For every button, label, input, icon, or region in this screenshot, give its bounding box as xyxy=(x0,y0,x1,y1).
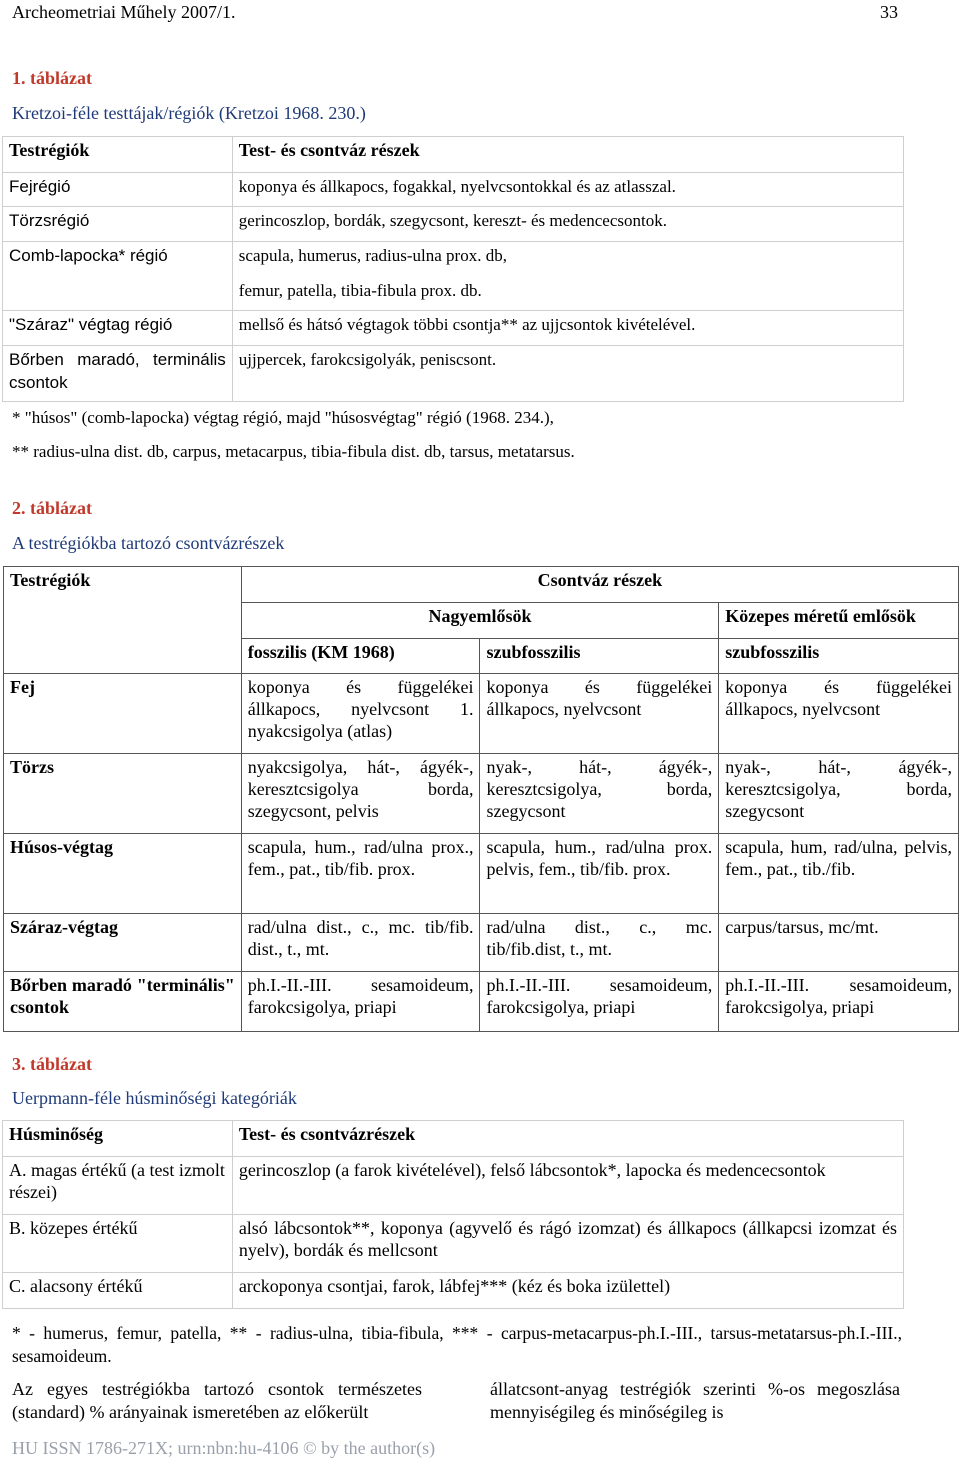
table-cell: scapula, humerus, radius-ulna prox. db, xyxy=(232,242,903,277)
table3-note: * - humerus, femur, patella, ** - radius-ulna, tibia-fibula, *** - carpus-metacarpus-ph.I.-III., tarsus-metatarsus-ph.I.-III., sesamoideum. xyxy=(12,1323,902,1366)
table-cell: gerincoszlop, bordák, szegycsont, kereszt- és medencecsontok. xyxy=(232,207,903,242)
table2-region: Húsos-végtag xyxy=(4,834,242,914)
body-text-right: állatcsont-anyag testrégiók szerinti %-os megoszlása mennyiségileg és minőségileg is xyxy=(490,1379,900,1422)
table1-subtitle: Kretzoi-féle testtájak/régiók (Kretzoi 1968. 230.) xyxy=(12,103,366,123)
table2-region: Fej xyxy=(4,674,242,754)
table-cell: alsó lábcsontok**, koponya (agyvelő és rágó izomzat) és állkapocs (állkapcsi izomzat és nyelv), bordák és mellcsont xyxy=(232,1215,903,1273)
table-cell: A. magas értékű (a test izmolt részei) xyxy=(3,1157,233,1215)
table2-title: 2. táblázat xyxy=(12,498,92,518)
table-cell: rad/ulna dist., c., mc. tib/fib.dist, t., mt. xyxy=(480,914,719,972)
table-cell: ph.I.-II.-III. sesamoideum, farokcsigolya, priapi xyxy=(719,972,959,1032)
table-cell: nyak-, hát-, ágyék-, keresztcsigolya, borda, szegycsont xyxy=(480,754,719,834)
table-cell: ph.I.-II.-III. sesamoideum, farokcsigolya, priapi xyxy=(480,972,719,1032)
issn-footer: HU ISSN 1786-271X; urn:nbn:hu-4106 © by the author(s) xyxy=(12,1438,436,1458)
table2-header-regions: Testrégiók xyxy=(4,567,242,674)
table-cell: nyak-, hát-, ágyék-, keresztcsigolya, borda, szegycsont xyxy=(719,754,959,834)
table2-region: Száraz-végtag xyxy=(4,914,242,972)
table-cell: koponya és függelékei állkapocs, nyelvcsont 1. nyakcsigolya (atlas) xyxy=(241,674,480,754)
table-cell: ph.I.-II.-III. sesamoideum, farokcsigolya, priapi xyxy=(241,972,480,1032)
table1-title: 1. táblázat xyxy=(12,68,92,88)
table-cell: koponya és függelékei állkapocs, nyelvcsont xyxy=(480,674,719,754)
table2-header-subfossil-2: szubfosszilis xyxy=(719,639,959,674)
table-cell: B. közepes értékű xyxy=(3,1215,233,1273)
table-cell: koponya és állkapocs, fogakkal, nyelvcsontokkal és az atlasszal. xyxy=(232,173,903,207)
table2-header-medium: Közepes méretű emlősök xyxy=(719,603,959,639)
table-cell: ujjpercek, farokcsigolyák, peniscsont. xyxy=(232,346,903,402)
table-cell: Comb-lapocka* régió xyxy=(3,242,233,277)
table1-note-1: * "húsos" (comb-lapocka) végtag régió, majd "húsosvégtag" régió (1968. 234.), xyxy=(12,408,554,427)
table3-header-quality: Húsminőség xyxy=(3,1121,233,1157)
table-cell: koponya és függelékei állkapocs, nyelvcsont xyxy=(719,674,959,754)
table-cell xyxy=(3,277,233,311)
body-text-left: Az egyes testrégiókba tartozó csontok természetes (standard) % arányainak ismeretében az előkerült xyxy=(12,1379,422,1422)
table-cell: Bőrben maradó, terminális csontok xyxy=(3,346,233,402)
table3-header-parts: Test- és csontvázrészek xyxy=(232,1121,903,1157)
table-cell: "Száraz" végtag régió xyxy=(3,311,233,346)
table-cell: scapula, hum., rad/ulna prox. pelvis, fem., tib/fib. prox. xyxy=(480,834,719,914)
table-cell: mellső és hátsó végtagok többi csontja** az ujjcsontok kivételével. xyxy=(232,311,903,346)
table-cell: arckoponya csontjai, farok, lábfej*** (kéz és boka izülettel) xyxy=(232,1273,903,1309)
table2-header-fossil: fosszilis (KM 1968) xyxy=(241,639,480,674)
table1-header-parts: Test- és csontváz részek xyxy=(232,137,903,173)
table2-header-parts: Csontváz részek xyxy=(241,567,958,603)
table2-header-large: Nagyemlősök xyxy=(241,603,719,639)
table2 xyxy=(3,566,959,1032)
journal-header: Archeometriai Műhely 2007/1. xyxy=(12,2,236,22)
table1 xyxy=(2,136,904,402)
table-cell: rad/ulna dist., c., mc. tib/fib. dist., t., mt. xyxy=(241,914,480,972)
table2-header-subfossil-1: szubfosszilis xyxy=(480,639,719,674)
table-cell: scapula, hum, rad/ulna, pelvis, fem., pat., tib./fib. xyxy=(719,834,959,914)
table1-header-regions: Testrégiók xyxy=(3,137,233,173)
table-cell: Törzsrégió xyxy=(3,207,233,242)
table-cell: gerincoszlop (a farok kivételével), felső lábcsontok*, lapocka és medencecsontok xyxy=(232,1157,903,1215)
table-cell: Fejrégió xyxy=(3,173,233,207)
table3-title: 3. táblázat xyxy=(12,1054,92,1074)
table1-note-2: ** radius-ulna dist. db, carpus, metacarpus, tibia-fibula dist. db, tarsus, metatarsus. xyxy=(12,442,575,461)
table2-region: Törzs xyxy=(4,754,242,834)
page-number: 33 xyxy=(880,2,898,22)
table3 xyxy=(2,1120,904,1309)
table-cell: carpus/tarsus, mc/mt. xyxy=(719,914,959,972)
table-cell: C. alacsony értékű xyxy=(3,1273,233,1309)
table3-subtitle: Uerpmann-féle húsminőségi kategóriák xyxy=(12,1088,297,1108)
table2-subtitle: A testrégiókba tartozó csontvázrészek xyxy=(12,533,285,553)
table2-region: Bőrben maradó "terminális" csontok xyxy=(4,972,242,1032)
table-cell: femur, patella, tibia-fibula prox. db. xyxy=(232,277,903,311)
table-cell: scapula, hum., rad/ulna prox., fem., pat., tib/fib. prox. xyxy=(241,834,480,914)
table-cell: nyakcsigolya, hát-, ágyék-, keresztcsigolya borda, szegycsont, pelvis xyxy=(241,754,480,834)
